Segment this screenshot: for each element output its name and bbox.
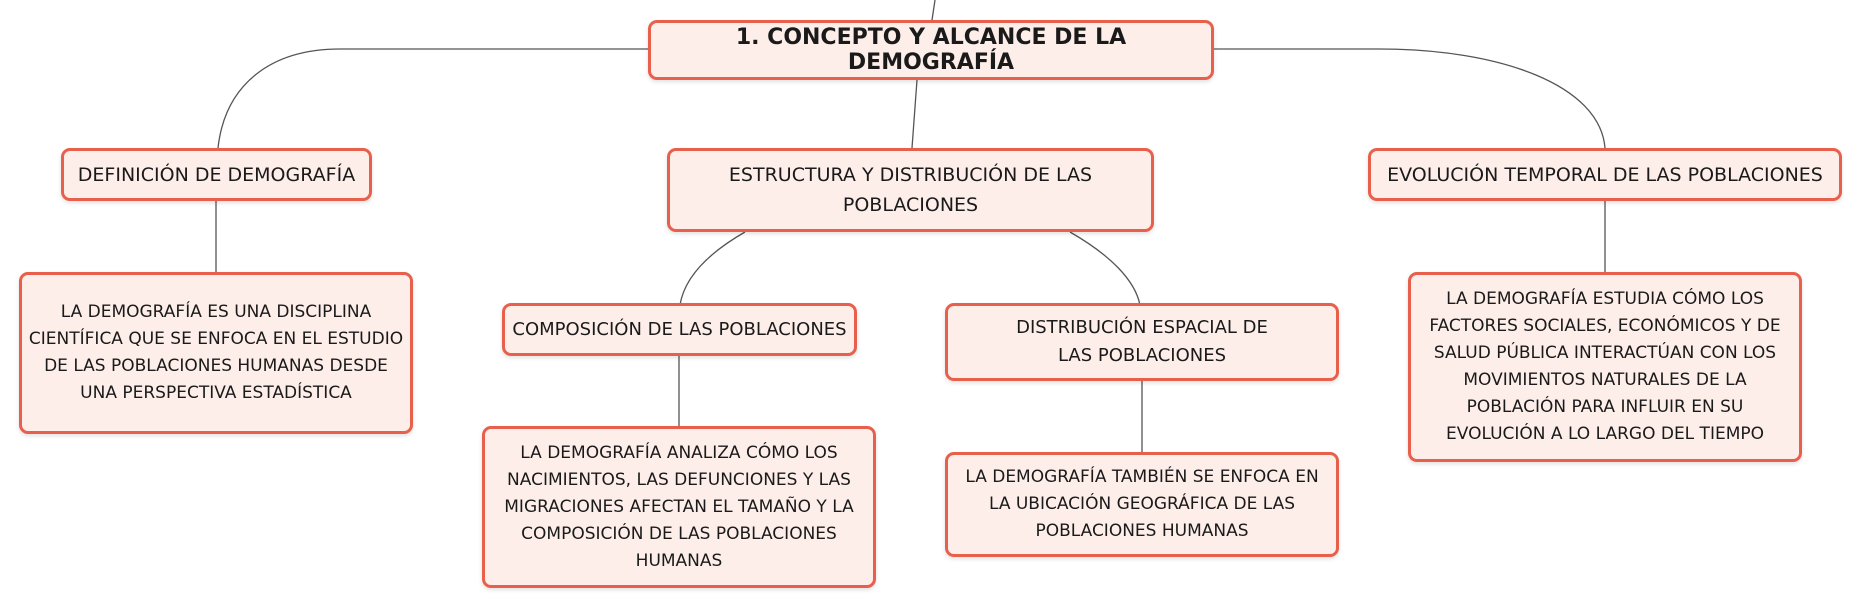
root-label: 1. CONCEPTO Y ALCANCE DE LA DEMOGRAFÍA [735,25,1127,75]
topic-definicion[interactable] [61,148,372,201]
subtopic-composicion[interactable] [502,303,857,356]
detail-distribucion-text: LA DEMOGRAFÍA TAMBIÉN SE ENFOCA EN LA UBICACIÓN GEOGRÁFICA DE LAS POBLACIONES HUMANAS [965,467,1319,541]
topic-definicion-label: DEFINICIÓN DE DEMOGRAFÍA [77,163,356,186]
topic-evolucion-label: EVOLUCIÓN TEMPORAL DE LAS POBLACIONES [1387,163,1823,186]
detail-distribucion[interactable] [945,452,1339,557]
connector-root-definicion [218,49,648,148]
detail-definicion[interactable] [19,272,413,434]
detail-composicion-text: LA DEMOGRAFÍA ANALIZA CÓMO LOS NACIMIENTOS, LAS DEFUNCIONES Y LAS MIGRACIONES AFECTAN EL TAMAÑO Y LA COMPOSICIÓN DE LAS POBLACIONES HUMANAS [504,442,854,571]
topic-estructura-label: ESTRUCTURA Y DISTRIBUCIÓN DE LAS POBLACIONES [728,164,1093,216]
detail-evolucion[interactable] [1408,272,1802,462]
connector-root-evolucion [1214,49,1605,148]
connector-estructura-composicion [680,232,745,305]
connector-root-up [932,0,935,20]
connector-estructura-distribucion [1070,232,1140,305]
root-node[interactable] [648,20,1214,80]
connector-root-estructura [912,80,917,148]
topic-evolucion[interactable] [1368,148,1842,201]
subtopic-distribucion-label: DISTRIBUCIÓN ESPACIAL DE LAS POBLACIONES [1016,317,1268,366]
subtopic-distribucion[interactable] [945,303,1339,381]
detail-definicion-text: LA DEMOGRAFÍA ES UNA DISCIPLINA CIENTÍFICA QUE SE ENFOCA EN EL ESTUDIO DE LAS POBLACIONES HUMANAS DESDE UNA PERSPECTIVA ESTADÍSTICA [28,302,404,403]
detail-composicion[interactable] [482,426,876,588]
subtopic-composicion-label: COMPOSICIÓN DE LAS POBLACIONES [512,318,847,340]
detail-evolucion-text: LA DEMOGRAFÍA ESTUDIA CÓMO LOS FACTORES SOCIALES, ECONÓMICOS Y DE SALUD PÚBLICA INTERACTÚAN CON LOS MOVIMIENTOS NATURALES DE LA POBLACIÓN PARA INFLUIR EN SU EVOLUCIÓN A LO LARGO DEL TIEMPO [1429,289,1781,444]
topic-estructura[interactable] [667,148,1154,232]
